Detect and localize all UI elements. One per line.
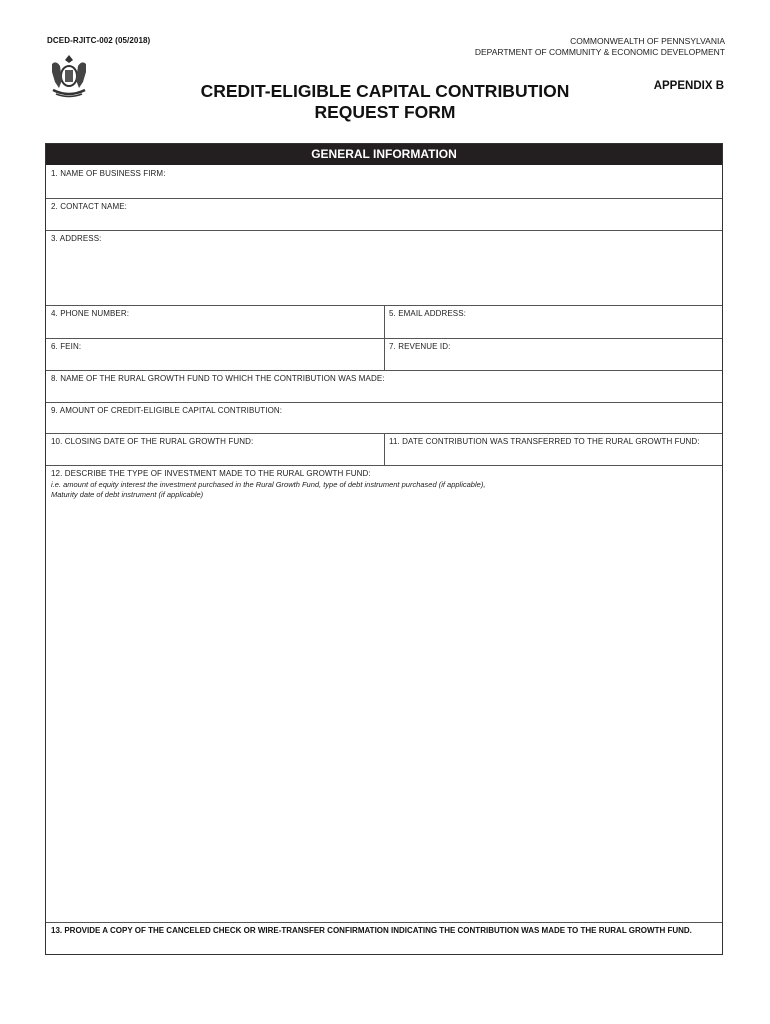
- contact-name-label: 2. CONTACT NAME:: [51, 202, 127, 211]
- fein-label: 6. FEIN:: [51, 342, 82, 351]
- contact-name-field[interactable]: [46, 198, 722, 230]
- closing-date-label: 10. CLOSING DATE OF THE RURAL GROWTH FUND:: [51, 437, 254, 446]
- row-investment-description: [46, 465, 722, 923]
- attachment-instruction: [46, 922, 722, 953]
- email-address-label: 5. EMAIL ADDRESS:: [389, 309, 466, 318]
- appendix-label: APPENDIX B: [653, 80, 724, 92]
- note-line-1: i.e. amount of equity interest the investment purchased in the Rural Growth Fund, type of debt instrument purchased (if applicable),: [51, 480, 486, 489]
- transfer-date-field[interactable]: [384, 433, 722, 465]
- state-seal-icon: [48, 52, 90, 98]
- row-contact: [46, 198, 722, 231]
- agency-line-1: COMMONWEALTH OF PENNSYLVANIA: [570, 36, 725, 46]
- email-address-field[interactable]: [384, 305, 722, 338]
- row-fund-name: [46, 370, 722, 403]
- agency-header: [475, 36, 725, 58]
- section-header: GENERAL INFORMATION: [46, 144, 722, 165]
- address-label: 3. ADDRESS:: [51, 234, 102, 243]
- fein-field[interactable]: [46, 338, 385, 370]
- title-line-1: CREDIT-ELIGIBLE CAPITAL CONTRIBUTION: [200, 81, 570, 101]
- row-amount: [46, 402, 722, 434]
- row-phone-email: [46, 305, 722, 339]
- form-code: DCED-RJITC-002 (05/2018): [47, 36, 151, 45]
- agency-line-2: DEPARTMENT OF COMMUNITY & ECONOMIC DEVELOPMENT: [474, 47, 725, 57]
- rural-growth-fund-name-label: 8. NAME OF THE RURAL GROWTH FUND TO WHICH THE CONTRIBUTION WAS MADE:: [51, 374, 385, 383]
- phone-number-label: 4. PHONE NUMBER:: [51, 309, 130, 318]
- contribution-amount-field[interactable]: [46, 402, 722, 433]
- contribution-amount-label: 9. AMOUNT OF CREDIT-ELIGIBLE CAPITAL CONTRIBUTION:: [51, 406, 283, 415]
- address-field[interactable]: [46, 230, 722, 305]
- business-firm-field[interactable]: [46, 165, 722, 198]
- investment-description-label: 12. DESCRIBE THE TYPE OF INVESTMENT MADE TO THE RURAL GROWTH FUND:: [51, 469, 371, 478]
- investment-description-note: [51, 480, 485, 499]
- business-firm-label: 1. NAME OF BUSINESS FIRM:: [51, 169, 166, 178]
- investment-description-field[interactable]: [46, 465, 722, 922]
- row-dates: [46, 433, 722, 466]
- form-table: [45, 143, 723, 955]
- rural-growth-fund-name-field[interactable]: [46, 370, 722, 402]
- row-attachment-instruction: [46, 922, 722, 953]
- revenue-id-label: 7. REVENUE ID:: [389, 342, 451, 351]
- revenue-id-field[interactable]: [384, 338, 722, 370]
- title-line-2: REQUEST FORM: [314, 102, 456, 122]
- closing-date-field[interactable]: [46, 433, 385, 465]
- transfer-date-label: 11. DATE CONTRIBUTION WAS TRANSFERRED TO THE RURAL GROWTH FUND:: [389, 437, 700, 446]
- attachment-instruction-text: 13. PROVIDE A COPY OF THE CANCELED CHECK OR WIRE-TRANSFER CONFIRMATION INDICATING THE CONTRIBUTION WAS MADE TO THE RURAL GROWTH FUND.: [51, 926, 692, 935]
- phone-number-field[interactable]: [46, 305, 385, 338]
- row-address: [46, 230, 722, 306]
- page-title: [150, 81, 620, 123]
- note-line-2: Maturity date of debt instrument (if applicable): [51, 489, 204, 499]
- row-fein-revenue: [46, 338, 722, 371]
- row-business-name: [46, 165, 722, 199]
